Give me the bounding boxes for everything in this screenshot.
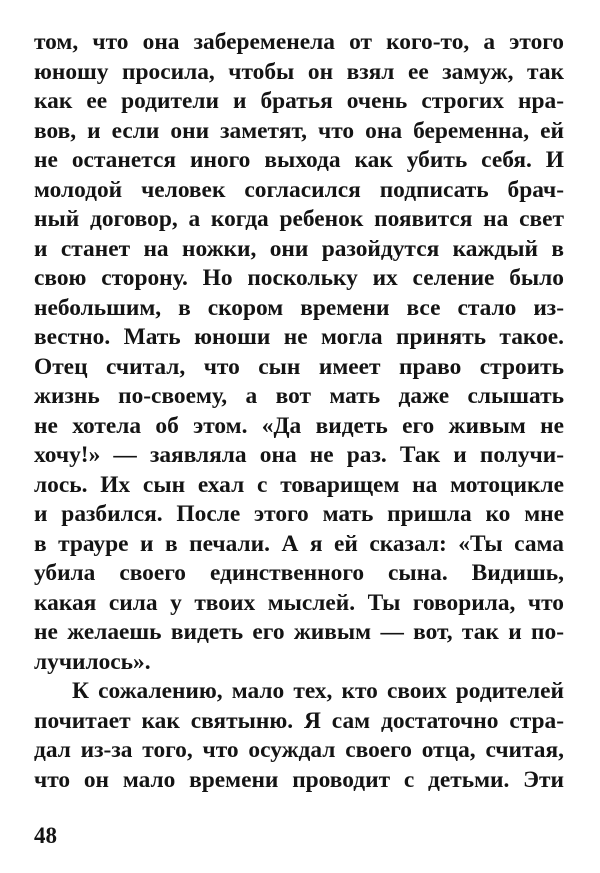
paragraph-1: [34, 28, 564, 677]
text-line: том, что она забеременела от кого-то, а этого: [34, 29, 564, 55]
text-line: и станет на ножки, они разойдутся каждый в: [34, 235, 564, 262]
text-line: в трауре и в печали. А я ей сказал: «Ты сама: [34, 530, 564, 557]
text-line: и разбился. После этого мать пришла ко мне: [34, 501, 564, 527]
text-line: вов, и если они заметят, что она беременна, ей: [34, 117, 564, 144]
page-number: 48: [34, 823, 57, 848]
text-line: дал из-за того, что осуждал своего отца, считая,: [34, 737, 564, 763]
text-line: молодой человек согласился подписать брач-: [34, 176, 564, 203]
text-line: ный договор, а когда ребенок появится на свет: [34, 206, 564, 232]
text-line: какая сила у твоих мыслей. Ты говорила, что: [34, 589, 564, 616]
text-line: К сожалению, мало тех, кто своих родителей: [72, 678, 564, 704]
text-line: что он мало времени проводит с детьми. Эти: [34, 766, 564, 793]
text-line: Отец считал, что сын имеет право строить: [34, 353, 564, 380]
text-line: почитает как святыню. Я сам достаточно стра-: [34, 707, 564, 734]
text-line: не хотела об этом. «Да видеть его живым не: [34, 412, 564, 439]
text-line: небольшим, в скором времени все стало из-: [34, 294, 564, 321]
text-line: убила своего единственного сына. Видишь,: [34, 560, 564, 586]
text-line: вестно. Мать юноши не могла принять такое.: [34, 324, 564, 350]
body-text: [34, 28, 564, 795]
paragraph-2: [34, 677, 564, 795]
text-line: не желаешь видеть его живым — вот, так и по-: [34, 619, 564, 645]
text-line: как ее родители и братья очень строгих нра-: [34, 88, 564, 114]
text-line: жизнь по-своему, а вот мать даже слышать: [34, 383, 564, 409]
text-line: лучилось».: [34, 648, 151, 675]
text-line: не останется иного выхода как убить себя. И: [34, 147, 564, 173]
text-line: лось. Их сын ехал с товарищем на мотоцикле: [34, 471, 564, 498]
text-line: юношу просила, чтобы он взял ее замуж, так: [34, 58, 564, 85]
text-line: свою сторону. Но поскольку их селение было: [34, 265, 564, 291]
text-line: хочу!» — заявляла она не раз. Так и получи-: [34, 442, 564, 468]
